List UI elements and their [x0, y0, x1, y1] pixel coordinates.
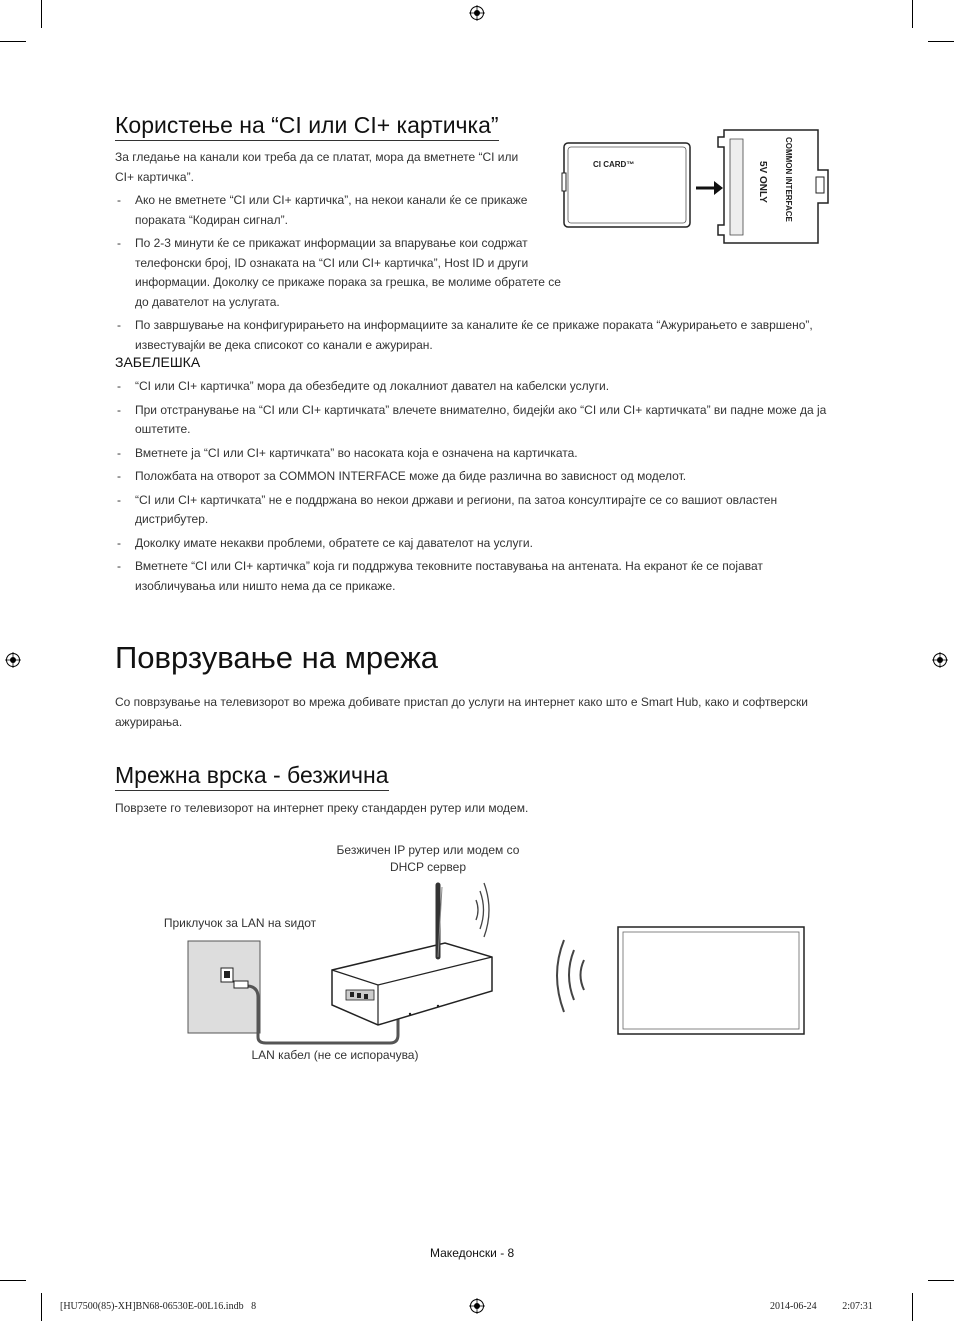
crop-mark-top-right-vertical — [912, 0, 913, 28]
list-item: - Ако не вметнете “CI или CI+ картичка”, на некои канали ќе се прикаже пораката “Кодиран сигнал”. — [115, 191, 540, 230]
wifi-signal-icon — [557, 940, 584, 1012]
crop-mark-bottom-right-horizontal — [928, 1280, 954, 1281]
page-number-label: Македонски - 8 — [430, 1246, 515, 1260]
router-label-line-1: Безжичен IP рутер или модем со — [336, 843, 520, 857]
tv-icon — [618, 927, 804, 1034]
ci-card-label: CI CARD™ — [593, 160, 635, 169]
lan-cable-label: LAN кабел (не се испорачува) — [251, 1048, 419, 1062]
crop-mark-bottom-right-vertical — [912, 1293, 913, 1321]
list-item: - Вметнете “CI или CI+ картичка” која ги поддржува тековните поставувања на антената. На екранот ќе се појават изобличувања или ништо нема да се прикаже. — [115, 557, 840, 596]
crop-mark-top-left-vertical — [41, 0, 42, 28]
registration-mark-icon — [932, 652, 948, 668]
list-item: - По завршување на конфигурирањето на информациите за каналите ќе се прикаже пораката “Ажурирањето е завршено”, известувајќи ве дека списокот со канали е ажуриран. — [115, 316, 835, 355]
note-bullet-list — [115, 377, 840, 600]
wireless-intro-text: Поврзете го телевизорот на интернет преку стандарден рутер или модем. — [115, 801, 529, 815]
note-title: ЗАБЕЛЕШКА — [115, 354, 201, 370]
file-info: [HU7500(85)-XH]BN68-06530E-00L16.indb 8 — [60, 1301, 257, 1312]
network-section-title: Поврзување на мрежа — [115, 640, 439, 675]
wifi-signal-icon — [476, 883, 489, 937]
list-item: - Положбата на отворот за COMMON INTERFACE може да биде различна во зависност од моделот. — [115, 467, 840, 487]
ci-section-title: Користење на “CI или CI+ картичка” — [115, 112, 499, 141]
registration-mark-icon — [469, 5, 485, 21]
router-label — [308, 842, 548, 876]
wireless-section-title: Мрежна врска - безжична — [115, 762, 389, 791]
router-label-line-2: DHCP сервер — [389, 860, 467, 874]
list-item: - “CI или CI+ картичка” мора да обезбедите од локалниот давател на кабелски услуги. — [115, 377, 840, 397]
ci-intro-text: За гледање на канали кои треба да се платат, мора да вметнете “CI или CI+ картичка”. — [115, 150, 519, 184]
router-icon — [332, 885, 492, 1025]
list-item: - “CI или CI+ картичката” не е поддржана во некои држави и региони, па затоа консултирајте се со вашиот овластен дистрибутер. — [115, 491, 840, 530]
registration-mark-icon — [469, 1298, 485, 1314]
registration-mark-icon — [5, 652, 21, 668]
network-intro-text: Со поврзување на телевизорот во мрежа добивате пристап до услуги на интернет како што е Smart Hub, како и софтверски ажурирања. — [115, 695, 808, 729]
crop-mark-bottom-left-vertical — [41, 1293, 42, 1321]
wireless-network-diagram — [180, 875, 820, 1050]
slot-label-5v-only: 5V ONLY — [757, 161, 768, 203]
list-item: - При отстранување на “CI или CI+ картичката” влечете внимателно, бидејќи ако “CI или CI+ картичката” ви падне може да ја оштетите. — [115, 401, 840, 440]
crop-mark-bottom-left-horizontal — [0, 1280, 26, 1281]
crop-mark-top-left-horizontal — [0, 41, 26, 42]
list-item-text: - По 2-3 минути ќе се прикажат информации за впарување кои содржат телефонски број, ID ознаката на “CI или CI+ картичка”, Host ID и други информации. Доколку се прикаже порака за грешка, ве молиме обратете се до давателот на услугата. — [135, 236, 561, 309]
ci-card-illustration — [558, 125, 848, 250]
slot-label-common-interface: COMMON INTERFACE — [784, 137, 793, 222]
list-item: - Доколку имате некакви проблеми, обратете се кај давателот на услуги. — [115, 534, 840, 554]
list-item: - Вметнете ја “CI или CI+ картичката” во насоката која е означена на картичката. — [115, 444, 840, 464]
wall-lan-label: Приклучок за LAN на ѕидот — [163, 916, 317, 930]
date-info: 2014-06-24 ￿￿ 2:07:31 — [770, 1301, 873, 1312]
crop-mark-top-right-horizontal — [928, 41, 954, 42]
lan-wall-socket-icon — [221, 968, 233, 982]
